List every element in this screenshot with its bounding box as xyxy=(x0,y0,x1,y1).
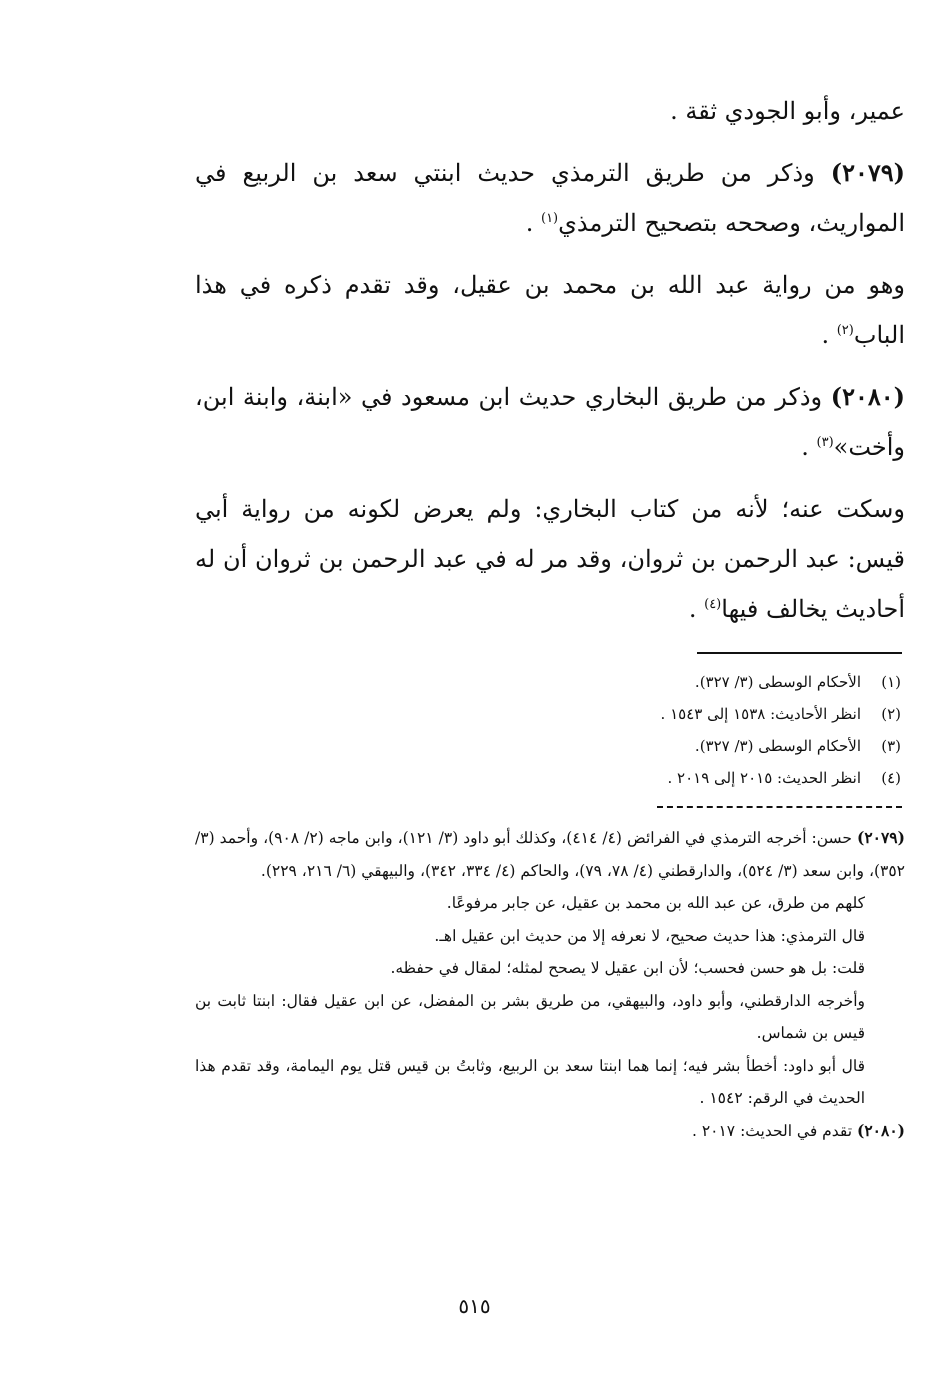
footnote-ref: (٢) xyxy=(836,323,854,338)
editor-notes xyxy=(195,822,905,1147)
footnote-text: انظر الحديث: ٢٠١٥ إلى ٢٠١٩ . xyxy=(667,769,861,787)
paragraph-end: . xyxy=(525,209,541,237)
paragraph-end: . xyxy=(688,595,705,623)
footnote-item xyxy=(195,666,905,698)
footnote-index: (٢) xyxy=(881,705,901,723)
paragraph-text: وهو من رواية عبد الله بن محمد بن عقيل، وقد تقدم ذكره في هذا الباب xyxy=(195,271,905,349)
page-number: ٥١٥ xyxy=(458,1294,491,1318)
hadith-number: (٢٠٨٠) xyxy=(830,382,905,411)
footnote-ref: (١) xyxy=(540,211,559,226)
note-line: قال أبو داود: أخطأ بشر فيه؛ إنما هما ابنتا سعد بن الربيع، وثابتُ بن قيس قتل يوم اليمامة، وقد تقدم هذا الحديث في الرقم: ١٥٤٢ . xyxy=(195,1056,865,1107)
footnote-index: (١) xyxy=(881,673,901,691)
paragraph-text: وذكر من طريق الترمذي حديث ابنتي سعد بن الربيع في المواريث، وصححه بتصحيح الترمذي xyxy=(195,159,905,237)
footnote-text: الأحكام الوسطى (٣/ ٣٢٧). xyxy=(694,673,861,691)
note-line: قلت: بل هو حسن فحسب؛ لأن ابن عقيل لا يصحح لمثله؛ لمقال في حفظه. xyxy=(390,959,865,977)
paragraph-2079 xyxy=(195,148,905,248)
note-text: حسن: أخرجه الترمذي في الفرائض (٤/ ٤١٤)، وكذلك أبو داود (٣/ ١٢١)، وابن ماجه (٢/ ٩٠٨)، وأحمد (٣/ ٣٥٢)، وابن سعد (٣/ ٥٢٤)، والدارقطني (٤/ ٧٨، ٧٩)، والحاكم (٤/ ٣٣٤، ٣٤٢)، والبيهقي (٦/ ٢١٦، ٢٢٩). xyxy=(195,829,905,880)
footnote-ref: (٣) xyxy=(816,435,834,450)
footnote-text: الأحكام الوسطى (٣/ ٣٢٧). xyxy=(694,737,861,755)
paragraph-end: . xyxy=(821,321,837,349)
paragraph-end: . xyxy=(801,433,817,461)
footnote-index: (٤) xyxy=(881,769,901,787)
paragraph-text: وذكر من طريق البخاري حديث ابن مسعود في «ابنة، وابنة ابن، وأخت» xyxy=(195,383,905,461)
note-line: وأخرجه الدارقطني، وأبو داود، والبيهقي، من طريق بشر بن المفضل، عن ابن عقيل فقال: ابنتا ثابت بن قيس بن شماس. xyxy=(195,991,865,1042)
footnotes xyxy=(195,666,905,794)
paragraph-4 xyxy=(195,484,905,634)
footnote-ref: (٤) xyxy=(704,597,722,612)
notes-separator xyxy=(657,806,902,808)
note-line: قال الترمذي: هذا حديث صحيح، لا نعرفه إلا من حديث ابن عقيل اهـ. xyxy=(434,926,865,945)
note-text: تقدم في الحديث: ٢٠١٧ . xyxy=(691,1121,857,1140)
footnote-index: (٣) xyxy=(881,737,901,755)
footnote-item xyxy=(195,730,905,762)
note-2079 xyxy=(195,822,905,887)
note-number: (٢٠٧٩) xyxy=(856,828,905,847)
hadith-number: (٢٠٧٩) xyxy=(830,158,905,187)
note-line: كلهم من طرق، عن عبد الله بن محمد بن عقيل، عن جابر مرفوعًا. xyxy=(446,894,865,912)
footnote-item xyxy=(195,698,905,730)
paragraph-text: وسكت عنه؛ لأنه من كتاب البخاري: ولم يعرض لكونه من رواية أبي قيس: عبد الرحمن بن ثروان، وقد مر له في عبد الرحمن بن ثروان أن له أحاديث يخالف فيها xyxy=(195,495,905,623)
note-2080 xyxy=(195,1115,905,1148)
footnote-text: انظر الأحاديث: ١٥٣٨ إلى ١٥٤٣ . xyxy=(660,705,861,723)
paragraph-2 xyxy=(195,260,905,360)
footnote-item xyxy=(195,762,905,794)
paragraph-0: عمير، وأبو الجودي ثقة . xyxy=(670,97,905,125)
main-text xyxy=(195,86,905,646)
note-number: (٢٠٨٠) xyxy=(857,1120,905,1140)
paragraph-2080 xyxy=(195,372,905,472)
footnote-separator xyxy=(697,652,902,654)
